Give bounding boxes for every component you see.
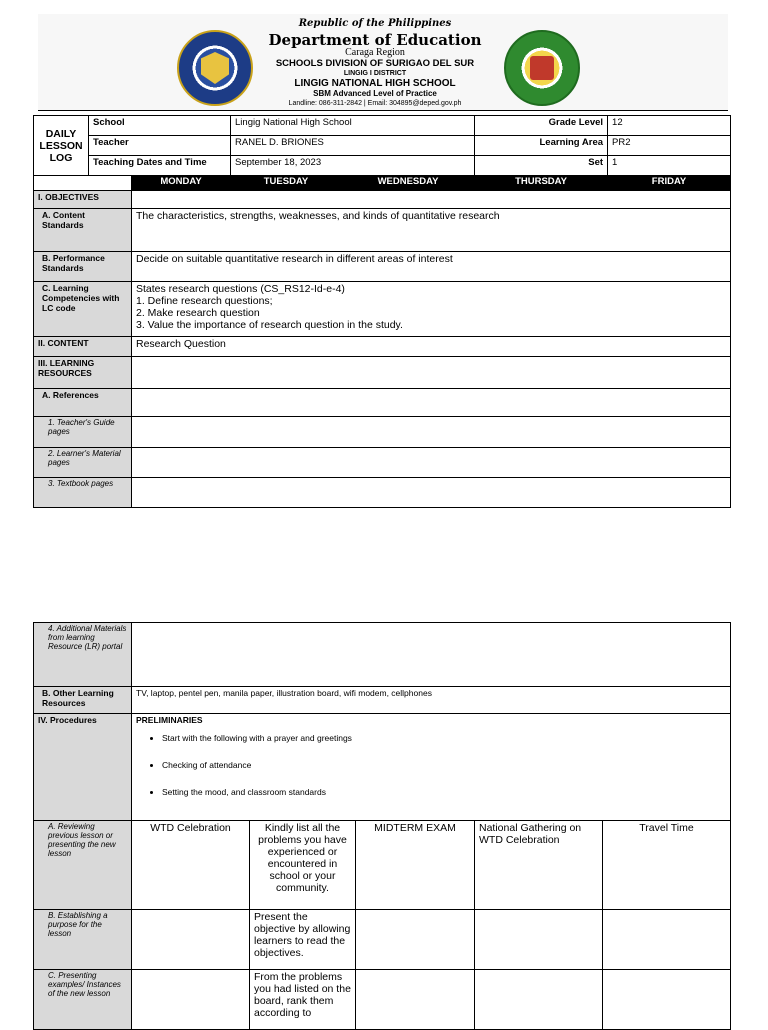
republic-text: Republic of the Philippines	[298, 18, 452, 29]
procedures-cell	[132, 714, 731, 821]
procedures-label: IV. Procedures	[34, 714, 132, 821]
page-two	[0, 560, 768, 1024]
header-divider	[38, 110, 728, 111]
set-value: 1	[608, 156, 731, 176]
teachers-guide-label: 1. Teacher's Guide pages	[34, 417, 132, 448]
competency-code: States research questions (CS_RS12-Id-e-4)	[136, 283, 345, 295]
reviewing-lesson-label: A. Reviewing previous lesson or presenting the new lesson	[34, 821, 132, 910]
reviewing-thursday: National Gathering on WTD Celebration	[475, 821, 603, 910]
sbm-text: SBM Advanced Level of Practice	[313, 89, 437, 98]
examples-monday	[132, 970, 250, 1030]
content-value: Research Question	[132, 337, 731, 357]
examples-wednesday	[356, 970, 475, 1030]
examples-friday	[603, 970, 731, 1030]
other-resources-value: TV, laptop, pentel pen, manila paper, illustration board, wifi modem, cellphones	[132, 687, 731, 714]
grade-value: 12	[608, 116, 731, 136]
learners-material-cell	[132, 448, 731, 478]
preliminaries-list	[136, 733, 726, 797]
preliminary-item: • Start with the following with a prayer and greetings	[162, 733, 726, 743]
competency-2: 2. Make research question	[136, 307, 260, 319]
additional-materials-label: 4. Additional Materials from learning Resource (LR) portal	[34, 623, 132, 687]
day-friday: FRIDAY	[608, 176, 731, 191]
purpose-wednesday	[356, 910, 475, 970]
reviewing-monday: WTD Celebration	[132, 821, 250, 910]
objectives-label: I. OBJECTIVES	[34, 191, 132, 209]
preliminary-item: • Checking of attendance	[162, 760, 726, 770]
other-resources-label: B. Other Learning Resources	[34, 687, 132, 714]
dll-title: DAILY LESSON LOG	[34, 116, 89, 176]
competency-3: 3. Value the importance of research question in the study.	[136, 319, 403, 331]
dates-value: September 18, 2023	[231, 156, 475, 176]
purpose-thursday	[475, 910, 603, 970]
grade-label: Grade Level	[475, 116, 608, 136]
establishing-purpose-label: B. Establishing a purpose for the lesson	[34, 910, 132, 970]
objectives-cell	[132, 191, 731, 209]
references-cell	[132, 389, 731, 417]
school-label: School	[89, 116, 231, 136]
deped-seal-icon	[177, 30, 253, 106]
learning-resources-label: III. LEARNING RESOURCES	[34, 357, 132, 389]
competency-1: 1. Define research questions;	[136, 295, 273, 307]
day-tuesday: TUESDAY	[231, 176, 342, 191]
performance-standards-value: Decide on suitable quantitative research in different areas of interest	[132, 252, 731, 282]
division-text: SCHOOLS DIVISION OF SURIGAO DEL SUR	[275, 58, 475, 69]
competencies-value	[132, 282, 731, 337]
preliminary-item: • Setting the mood, and classroom standards	[162, 787, 726, 797]
learners-material-label: 2. Learner's Material pages	[34, 448, 132, 478]
blank-day-corner	[34, 176, 132, 191]
district-text: LINGIG I DISTRICT	[343, 70, 407, 77]
dates-label: Teaching Dates and Time	[89, 156, 231, 176]
area-value: PR2	[608, 136, 731, 156]
lesson-log-table	[33, 115, 731, 508]
textbook-label: 3. Textbook pages	[34, 478, 132, 508]
department-text: Department of Education	[268, 31, 482, 49]
presenting-examples-label: C. Presenting examples/ Instances of the new lesson	[34, 970, 132, 1030]
region-text: Caraga Region	[345, 47, 405, 58]
teachers-guide-cell	[132, 417, 731, 448]
preliminaries-heading: PRELIMINARIES	[136, 715, 203, 725]
school-value: Lingig National High School	[231, 116, 475, 136]
purpose-monday	[132, 910, 250, 970]
content-standards-value: The characteristics, strengths, weaknesses, and kinds of quantitative research	[132, 209, 731, 252]
reviewing-tuesday: Kindly list all the problems you have experienced or encountered in school or your community.	[250, 821, 356, 910]
day-monday: MONDAY	[132, 176, 231, 191]
performance-standards-label: B. Performance Standards	[34, 252, 132, 282]
content-standards-label: A. Content Standards	[34, 209, 132, 252]
contact-text: Landline: 086-311-2842 | Email: 304895@deped.gov.ph	[288, 100, 462, 107]
reviewing-friday: Travel Time	[603, 821, 731, 910]
set-label: Set	[475, 156, 608, 176]
learning-resources-cell	[132, 357, 731, 389]
examples-tuesday: From the problems you had listed on the board, rank them according to	[250, 970, 356, 1030]
day-wednesday: WEDNESDAY	[342, 176, 475, 191]
area-label: Learning Area	[475, 136, 608, 156]
day-thursday: THURSDAY	[475, 176, 608, 191]
teacher-label: Teacher	[89, 136, 231, 156]
content-label: II. CONTENT	[34, 337, 132, 357]
reviewing-wednesday: MIDTERM EXAM	[356, 821, 475, 910]
purpose-tuesday: Present the objective by allowing learners to read the objectives.	[250, 910, 356, 970]
examples-thursday	[475, 970, 603, 1030]
additional-materials-cell	[132, 623, 731, 687]
competencies-label: C. Learning Competencies with LC code	[34, 282, 132, 337]
procedures-table	[33, 622, 731, 1030]
textbook-cell	[132, 478, 731, 508]
school-name-text: LINGIG NATIONAL HIGH SCHOOL	[294, 78, 456, 89]
page-gap	[0, 540, 768, 560]
references-label: A. References	[34, 389, 132, 417]
teacher-value: RANEL D. BRIONES	[231, 136, 475, 156]
school-seal-icon	[504, 30, 580, 106]
purpose-friday	[603, 910, 731, 970]
